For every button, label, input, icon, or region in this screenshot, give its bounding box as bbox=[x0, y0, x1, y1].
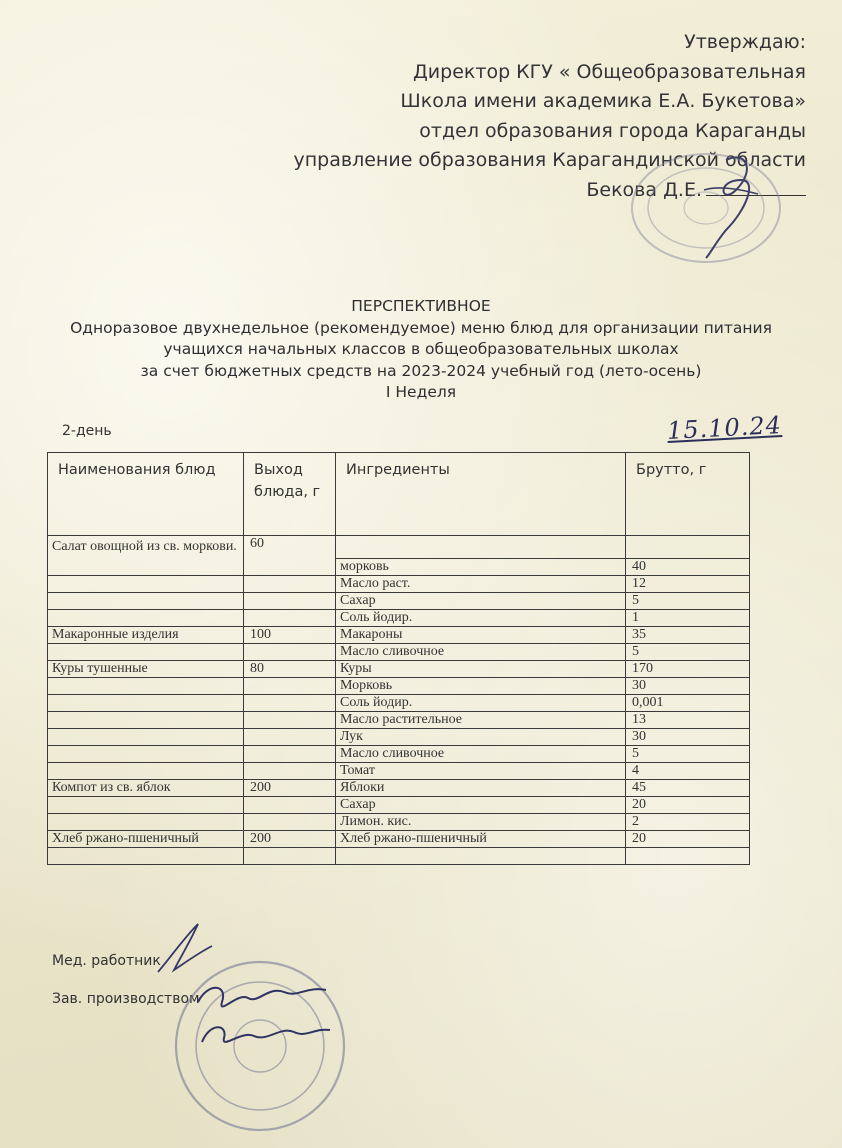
gross-cell: 1 bbox=[626, 610, 750, 627]
ingredient-cell: Лук bbox=[336, 729, 626, 746]
output-cell bbox=[244, 644, 336, 661]
output-cell bbox=[244, 712, 336, 729]
approval-title: Утверждаю: bbox=[684, 31, 806, 53]
ingredient-cell: Хлеб ржано-пшеничный bbox=[336, 831, 626, 848]
gross-cell: 20 bbox=[626, 797, 750, 814]
gross-cell: 30 bbox=[626, 678, 750, 695]
dish-cell bbox=[48, 644, 244, 661]
ingredient-cell: Томат bbox=[336, 763, 626, 780]
gross-cell: 5 bbox=[626, 746, 750, 763]
ingredient-cell: Соль йодир. bbox=[336, 610, 626, 627]
medic-signature-icon bbox=[150, 918, 220, 978]
header-ingredients: Ингредиенты bbox=[336, 453, 626, 536]
approval-administration: управление образования Карагандинской области bbox=[293, 149, 806, 171]
table-row bbox=[48, 661, 750, 678]
table-row bbox=[48, 746, 750, 763]
ingredient-cell bbox=[336, 536, 626, 559]
gross-cell: 5 bbox=[626, 593, 750, 610]
output-cell: 60 bbox=[244, 536, 336, 576]
output-cell bbox=[244, 576, 336, 593]
ingredient-cell: Лимон. кис. bbox=[336, 814, 626, 831]
dish-cell: Салат овощной из св. моркови. bbox=[48, 536, 244, 576]
output-cell bbox=[244, 593, 336, 610]
ingredient-cell: Сахар bbox=[336, 797, 626, 814]
header-gross: Брутто, г bbox=[626, 453, 750, 536]
ingredient-cell: Масло растительное bbox=[336, 712, 626, 729]
table-row bbox=[48, 610, 750, 627]
approval-signer-name: Бекова Д.Е. bbox=[586, 178, 702, 201]
output-cell bbox=[244, 610, 336, 627]
ingredient-cell: Масло раст. bbox=[336, 576, 626, 593]
handwritten-date: 15.10.24 bbox=[666, 411, 783, 445]
dish-cell: Куры тушенные bbox=[48, 661, 244, 678]
table-row bbox=[48, 797, 750, 814]
output-cell bbox=[244, 797, 336, 814]
output-cell bbox=[244, 814, 336, 831]
menu-table bbox=[47, 452, 750, 865]
dish-cell bbox=[48, 797, 244, 814]
output-cell: 200 bbox=[244, 780, 336, 797]
medic-signature-label: Мед. работник bbox=[52, 953, 161, 969]
heading-week: I Неделя bbox=[385, 383, 457, 401]
dish-cell: Макаронные изделия bbox=[48, 627, 244, 644]
dish-cell bbox=[48, 729, 244, 746]
table-row bbox=[48, 576, 750, 593]
director-signature-icon bbox=[696, 150, 766, 260]
dish-cell bbox=[48, 593, 244, 610]
ingredient-cell: Куры bbox=[336, 661, 626, 678]
output-cell bbox=[244, 763, 336, 780]
table-header-row bbox=[48, 453, 750, 536]
production-signature-label: Зав. производством bbox=[52, 991, 200, 1007]
approval-school: Школа имени академика Е.А. Букетова» bbox=[400, 90, 806, 112]
output-cell bbox=[244, 678, 336, 695]
output-cell: 80 bbox=[244, 661, 336, 678]
dish-cell: Компот из св. яблок bbox=[48, 780, 244, 797]
dish-cell bbox=[48, 678, 244, 695]
table-row bbox=[48, 678, 750, 695]
menu-heading bbox=[30, 296, 812, 404]
dish-cell bbox=[48, 695, 244, 712]
output-cell bbox=[244, 848, 336, 865]
output-cell: 100 bbox=[244, 627, 336, 644]
table-row bbox=[48, 763, 750, 780]
table-row bbox=[48, 695, 750, 712]
gross-cell: 12 bbox=[626, 576, 750, 593]
table-row bbox=[48, 831, 750, 848]
gross-cell: 170 bbox=[626, 661, 750, 678]
dish-cell bbox=[48, 610, 244, 627]
gross-cell bbox=[626, 536, 750, 559]
heading-line-1: Одноразовое двухнедельное (рекомендуемое) меню блюд для организации питания bbox=[70, 318, 772, 337]
gross-cell: 2 bbox=[626, 814, 750, 831]
gross-cell bbox=[626, 848, 750, 865]
ingredient-cell: Макароны bbox=[336, 627, 626, 644]
gross-cell: 4 bbox=[626, 763, 750, 780]
ingredient-cell: Морковь bbox=[336, 678, 626, 695]
gross-cell: 20 bbox=[626, 831, 750, 848]
ingredient-cell bbox=[336, 848, 626, 865]
gross-cell: 0,001 bbox=[626, 695, 750, 712]
output-cell bbox=[244, 695, 336, 712]
gross-cell: 30 bbox=[626, 729, 750, 746]
dish-cell: Хлеб ржано-пшеничный bbox=[48, 831, 244, 848]
dish-cell bbox=[48, 576, 244, 593]
gross-cell: 35 bbox=[626, 627, 750, 644]
table-row bbox=[48, 848, 750, 865]
dish-cell bbox=[48, 763, 244, 780]
dish-cell bbox=[48, 712, 244, 729]
ingredient-cell: Яблоки bbox=[336, 780, 626, 797]
header-output: Выход блюда, г bbox=[244, 453, 336, 536]
output-cell: 200 bbox=[244, 831, 336, 848]
heading-line-3: за счет бюджетных средств на 2023-2024 учебный год (лето-осень) bbox=[140, 361, 702, 380]
table-row bbox=[48, 814, 750, 831]
gross-cell: 5 bbox=[626, 644, 750, 661]
ingredient-cell: Масло сливочное bbox=[336, 746, 626, 763]
table-row bbox=[48, 780, 750, 797]
ingredient-cell: Сахар bbox=[336, 593, 626, 610]
production-signature-icon bbox=[188, 972, 338, 1062]
gross-cell: 40 bbox=[626, 559, 750, 576]
dish-cell bbox=[48, 746, 244, 763]
dish-cell bbox=[48, 814, 244, 831]
table-row bbox=[48, 729, 750, 746]
gross-cell: 45 bbox=[626, 780, 750, 797]
gross-cell: 13 bbox=[626, 712, 750, 729]
output-cell bbox=[244, 729, 336, 746]
ingredient-cell: Соль йодир. bbox=[336, 695, 626, 712]
header-dish: Наименования блюд bbox=[48, 453, 244, 536]
ingredient-cell: морковь bbox=[336, 559, 626, 576]
ingredient-cell: Масло сливочное bbox=[336, 644, 626, 661]
table-row bbox=[48, 712, 750, 729]
heading-title: ПЕРСПЕКТИВНОЕ bbox=[351, 297, 491, 315]
dish-cell bbox=[48, 848, 244, 865]
table-row bbox=[48, 627, 750, 644]
approval-director: Директор КГУ « Общеобразовательная bbox=[412, 60, 806, 83]
heading-line-2: учащихся начальных классов в общеобразовательных школах bbox=[163, 340, 679, 358]
day-label: 2-день bbox=[62, 423, 112, 439]
output-cell bbox=[244, 746, 336, 763]
table-row bbox=[48, 593, 750, 610]
table-row bbox=[48, 536, 750, 559]
approval-department: отдел образования города Караганды bbox=[419, 119, 806, 142]
table-row bbox=[48, 644, 750, 661]
